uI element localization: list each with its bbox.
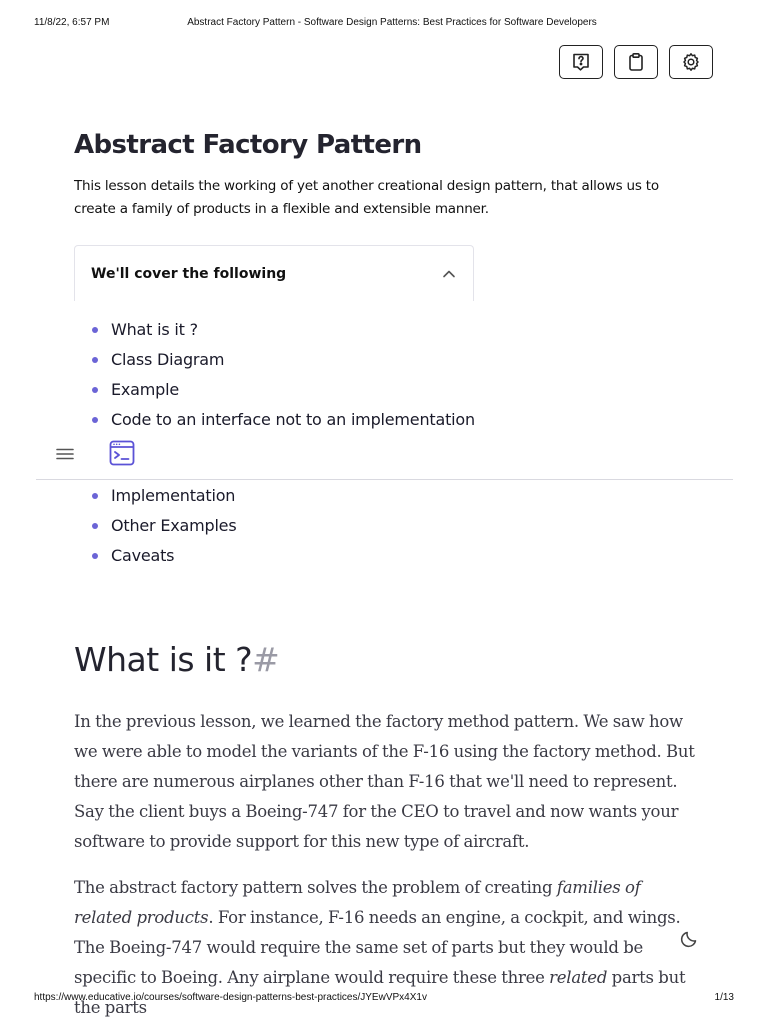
toc-list-continued [92, 464, 263, 586]
toc-item[interactable]: Caveats [92, 541, 263, 571]
lesson-summary: This lesson details the working of yet another creational design pattern, that allows us to create a family of products in a flexible and extensible manner. [74, 178, 659, 217]
toc-item[interactable]: Example [92, 375, 475, 405]
print-url: https://www.educative.io/courses/software-design-patterns-best-practices/JYEwVPx4X1v [34, 992, 427, 1003]
print-page-title: Abstract Factory Pattern - Software Design Patterns: Best Practices for Software Developers [187, 17, 597, 28]
sticky-toolbar [36, 430, 733, 480]
top-action-buttons [559, 45, 713, 79]
toc-item[interactable]: Implementation [92, 481, 263, 511]
section-anchor-link[interactable]: # [252, 640, 280, 679]
dark-mode-toggle-icon[interactable] [679, 927, 701, 949]
lesson-title: Abstract Factory Pattern [74, 130, 422, 160]
notes-button[interactable] [614, 45, 658, 79]
toc-item[interactable]: What is it ? [92, 315, 475, 345]
paragraph: In the previous lesson, we learned the factory method pattern. We saw how we were able to model the variants of the F-16 using the factory method. But there are numerous airplanes other than F-16 that we'll need to represent. Say the client buys a Boeing-747 for the CEO to travel and now wants your software to provide support for this new type of aircraft. [74, 712, 695, 851]
toc-title: We'll cover the following [91, 265, 287, 282]
ask-question-button[interactable] [559, 45, 603, 79]
settings-button[interactable] [669, 45, 713, 79]
toc-item[interactable]: Code to an interface not to an implementation [92, 405, 475, 435]
print-datetime: 11/8/22, 6:57 PM [34, 17, 110, 28]
emphasis-text: families of related products [74, 878, 641, 927]
paragraph-text: parts but the parts [74, 968, 686, 1017]
chevron-up-icon [441, 266, 457, 282]
section-heading-text: What is it ? [74, 640, 253, 679]
question-icon [571, 52, 591, 72]
emphasis-text: related [549, 968, 608, 987]
print-page-number: 1/13 [714, 992, 734, 1003]
paragraph-text: The abstract factory pattern solves the problem of creating [74, 878, 557, 897]
gear-icon [681, 52, 701, 72]
section-heading [74, 640, 279, 679]
toc-item[interactable]: Other Examples [92, 511, 263, 541]
paragraph-text: . For instance, F-16 needs an engine, a cockpit, and wings. The Boeing-747 would require the same set of parts but they would be specific to Boeing. Any airplane would require these three [74, 908, 681, 987]
menu-icon[interactable] [55, 444, 75, 464]
toc-list [92, 315, 475, 428]
toc-item[interactable]: Class Diagram [92, 345, 475, 375]
terminal-icon[interactable] [108, 439, 136, 467]
clipboard-icon [626, 52, 646, 72]
toc-toggle[interactable] [74, 245, 474, 301]
